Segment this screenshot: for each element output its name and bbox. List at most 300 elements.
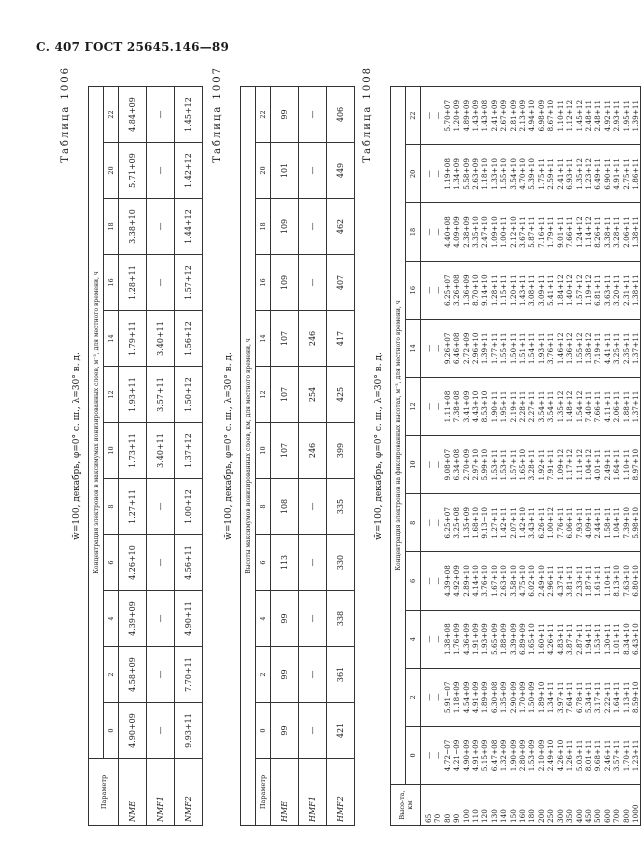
value-cell: 1.89+09: [480, 681, 490, 714]
value-cell: 1.93+09: [480, 623, 490, 655]
value-cell: 1.88+09: [499, 623, 509, 655]
altitude-header: Высо-та, км: [391, 785, 421, 826]
value-cell: 7.16+11: [536, 216, 546, 248]
value-cell: 3.54+10: [508, 158, 518, 190]
value-cell: 3.28+11: [527, 448, 537, 481]
value-cell: 8.97+10: [630, 448, 640, 481]
value-cell: 449: [327, 143, 355, 199]
value-cell: —: [433, 170, 443, 178]
value-cell: 1.65+10: [518, 448, 528, 481]
value-cell: 6.49+11: [593, 158, 603, 190]
hour-header: 4: [104, 591, 119, 647]
table-1006-subcaption: Концентрация электронов в максимумах ионизированных слоев, м⁻³, для местного времени, ч: [89, 87, 104, 759]
value-cell: —: [147, 479, 175, 535]
value-cell: 1.10+11: [555, 99, 565, 132]
value-cell: —: [147, 87, 175, 143]
value-cell: 2.59+11: [546, 158, 556, 190]
value-cell: 2.33+11: [574, 565, 584, 597]
value-cell: 1.48+12: [565, 390, 575, 423]
altitude-value: 80: [442, 813, 452, 823]
value-cell: —: [299, 647, 327, 703]
value-cell: 8.70+10: [471, 274, 481, 306]
value-cell: 1.35+09: [461, 506, 471, 539]
altitude-value: 150: [508, 809, 518, 823]
value-cell: 361: [327, 647, 355, 703]
value-cell: 1.14+12: [583, 216, 593, 248]
value-cell: 2.28+11: [518, 390, 528, 423]
value-cell: 2.49+10: [536, 565, 546, 597]
value-cell: 7.66+11: [593, 390, 603, 423]
value-cell: 1.01+11: [612, 623, 622, 655]
value-cell: 1.42+12: [175, 143, 203, 199]
value-cell: 4.43+10: [471, 390, 481, 423]
value-cell: 1.20+09: [452, 99, 462, 132]
table-1007-section: [212, 66, 360, 826]
value-cell: 1.50+12: [175, 367, 203, 423]
value-cell: 7.66+11: [565, 216, 575, 248]
table-1007-caption: w̄=100, декабрь, φ=0° с. ш., λ=30° в. д.: [224, 352, 234, 540]
value-cell: 1.18+10: [480, 158, 490, 190]
value-cell: 3.28+11: [612, 216, 622, 248]
value-cell: 1.27+11: [489, 506, 499, 539]
value-cell: 4.91+09: [471, 739, 481, 772]
value-cell: 1.34+11: [546, 681, 556, 714]
table-1008-section: [362, 66, 640, 826]
value-cell: 3.09+11: [536, 274, 546, 306]
value-cell: 6.26+11: [536, 506, 546, 539]
value-cell: 1.67+10: [489, 565, 499, 597]
value-cell: 2.63+09: [471, 158, 481, 190]
value-cell: 2.80+09: [518, 739, 528, 772]
hour-header: 4: [406, 610, 421, 668]
value-cell: 3.08+11: [527, 274, 537, 306]
value-cell: —: [433, 461, 443, 469]
value-cell: —: [299, 143, 327, 199]
value-cell: 1.24+12: [574, 216, 584, 248]
value-cell: 2.49+10: [546, 739, 556, 772]
hour-header: 20: [104, 143, 119, 199]
value-cell: 1.89+10: [536, 681, 546, 714]
table-row: [271, 87, 299, 826]
value-cell: 4.01+11: [593, 448, 603, 481]
value-cell: 3.38+10: [119, 199, 147, 255]
value-cell: 4.83+11: [555, 623, 565, 655]
value-cell: 7.70+11: [175, 647, 203, 703]
value-cell: 1.93+11: [536, 332, 546, 365]
value-cell: 1.70+11: [621, 739, 631, 772]
altitude-value: 400: [574, 809, 584, 823]
value-cell: —: [433, 751, 443, 760]
value-cell: —: [424, 693, 433, 701]
hour-column: [421, 494, 641, 552]
value-cell: 3.67+11: [518, 216, 528, 248]
value-cell: —: [433, 112, 443, 120]
altitude-value: 600: [602, 809, 612, 823]
value-cell: 4.26+11: [546, 623, 556, 655]
altitude-value: 180: [527, 809, 537, 823]
value-cell: 1.91+09: [471, 623, 481, 655]
value-cell: 2.67+09: [499, 99, 509, 132]
value-cell: 3.39+09: [508, 623, 518, 655]
table-1006: [88, 86, 203, 826]
value-cell: 1.90+11: [489, 390, 499, 423]
value-cell: 1.38+12: [583, 332, 593, 365]
value-cell: 2.89+10: [461, 565, 471, 597]
hour-header: 10: [406, 436, 421, 494]
hour-column: [421, 203, 641, 261]
hour-column: [421, 668, 641, 726]
value-cell: 1.53+11: [499, 448, 509, 481]
value-cell: 4.54+09: [461, 681, 471, 714]
value-cell: 3.25+11: [612, 332, 622, 365]
hour-header: 8: [104, 479, 119, 535]
value-cell: 1.93+11: [119, 367, 147, 423]
value-cell: 5.58+09: [461, 158, 471, 190]
value-cell: 6.47+08: [489, 739, 499, 772]
value-cell: 2.90+09: [508, 681, 518, 714]
param-name: HMF2: [327, 759, 355, 826]
hour-header: 2: [256, 647, 271, 703]
value-cell: 3.26+08: [452, 274, 462, 306]
value-cell: 5.41+11: [546, 274, 556, 306]
hour-header: 22: [256, 87, 271, 143]
value-cell: 5.98+10: [630, 506, 640, 539]
value-cell: 4.14+10: [471, 565, 481, 597]
hour-header: 20: [256, 143, 271, 199]
altitude-value: 90: [452, 813, 462, 823]
value-cell: 2.12+10: [508, 216, 518, 248]
value-cell: 4.26+10: [119, 535, 147, 591]
value-cell: 335: [327, 479, 355, 535]
value-cell: 1.15+11: [499, 274, 509, 306]
value-cell: —: [299, 591, 327, 647]
value-cell: 8.59+10: [630, 681, 640, 714]
hour-header: 0: [406, 726, 421, 784]
value-cell: 6.80+10: [630, 565, 640, 597]
value-cell: 7.91+11: [546, 448, 556, 481]
value-cell: 9.14+10: [480, 274, 490, 306]
value-cell: 2.93+11: [612, 99, 622, 132]
value-cell: 6.30+08: [489, 681, 499, 714]
hour-header: 14: [256, 311, 271, 367]
value-cell: 1.09+12: [555, 448, 565, 481]
value-cell: 3.57+11: [612, 739, 622, 772]
value-cell: 1.35+09: [499, 681, 509, 714]
value-cell: —: [147, 199, 175, 255]
hour-header: 8: [256, 479, 271, 535]
value-cell: 1.04+12: [583, 448, 593, 481]
value-cell: 1.32+09: [499, 739, 509, 772]
hour-header: 8: [406, 494, 421, 552]
value-cell: 1.35+12: [574, 158, 584, 190]
value-cell: 5.70+07: [442, 99, 452, 132]
value-cell: 2.81+09: [508, 99, 518, 132]
hour-header: 2: [406, 668, 421, 726]
table-1007-body: [271, 87, 355, 826]
value-cell: 1.30+11: [602, 623, 612, 655]
value-cell: —: [147, 535, 175, 591]
table-1008: [390, 86, 641, 826]
value-cell: 417: [327, 311, 355, 367]
hour-header: 4: [256, 591, 271, 647]
value-cell: 3.17+11: [593, 681, 603, 714]
value-cell: —: [424, 286, 433, 294]
value-cell: 1.28+11: [119, 255, 147, 311]
value-cell: 2.41+09: [489, 99, 499, 132]
altitude-column: [421, 785, 641, 826]
value-cell: 9.68+11: [593, 739, 603, 772]
value-cell: 4.91+11: [612, 158, 622, 190]
table-1007: [240, 86, 355, 826]
value-cell: —: [433, 635, 443, 643]
value-cell: 6.93+11: [565, 158, 575, 190]
value-cell: 4.58+09: [119, 647, 147, 703]
value-cell: 462: [327, 199, 355, 255]
value-cell: 7.64+11: [565, 681, 575, 714]
value-cell: 1.19+12: [583, 274, 593, 306]
value-cell: 9.93+11: [175, 703, 203, 759]
value-cell: 99: [271, 647, 299, 703]
altitude-value: 140: [499, 809, 509, 823]
value-cell: 1.57+12: [175, 255, 203, 311]
hour-header: 16: [104, 255, 119, 311]
table-1006-caption: w̄=100, декабрь, φ=0° с. ш., λ=30° в. д.: [72, 352, 82, 540]
value-cell: —: [424, 402, 433, 411]
value-cell: 1.43+08: [480, 99, 490, 132]
value-cell: 8.13+10: [612, 565, 622, 597]
value-cell: 1.84+12: [555, 274, 565, 306]
table-row: [147, 87, 175, 826]
value-cell: —: [424, 577, 433, 585]
value-cell: 3.58+10: [508, 565, 518, 597]
value-cell: 4.39+09: [119, 591, 147, 647]
value-cell: 1.55+10: [499, 158, 509, 190]
value-cell: —: [147, 591, 175, 647]
value-cell: 1.53+09: [527, 739, 537, 772]
value-cell: 1.09+10: [489, 216, 499, 248]
hour-header: 12: [256, 367, 271, 423]
value-cell: 2.13+09: [518, 99, 528, 132]
value-cell: 7.76+11: [555, 506, 565, 539]
hour-header: 12: [104, 367, 119, 423]
page-header: С. 407 ГОСТ 25645.146—89: [36, 40, 230, 54]
value-cell: 2.41+11: [555, 158, 565, 190]
value-cell: 8.53+10: [480, 390, 490, 423]
value-cell: 2.06+11: [621, 216, 631, 248]
hour-header: 10: [256, 423, 271, 479]
hour-column: [421, 552, 641, 610]
value-cell: —: [424, 519, 433, 527]
hour-column: [421, 726, 641, 784]
value-cell: 7.93+11: [574, 506, 584, 539]
value-cell: 1.73+11: [119, 423, 147, 479]
value-cell: 3.40+11: [147, 423, 175, 479]
table-1006-label: Таблица 1006: [60, 66, 71, 163]
hour-header: 6: [406, 552, 421, 610]
value-cell: 2.38+09: [461, 216, 471, 248]
value-cell: 3.57+11: [147, 367, 175, 423]
value-cell: 3.38+11: [602, 216, 612, 248]
value-cell: 1.26+11: [565, 739, 575, 772]
value-cell: —: [299, 255, 327, 311]
value-cell: 101: [271, 143, 299, 199]
param-name: HMF1: [299, 759, 327, 826]
value-cell: 4.09+11: [583, 506, 593, 539]
table-1006-section: [60, 66, 210, 826]
table-1007-label: Таблица 1007: [212, 66, 223, 163]
altitude-value: 110: [471, 809, 481, 823]
value-cell: 1.94+11: [583, 623, 593, 655]
value-cell: 1.43+11: [518, 274, 528, 306]
value-cell: 1.11+12: [574, 448, 584, 481]
value-cell: 254: [299, 367, 327, 423]
value-cell: 6.78+11: [574, 681, 584, 714]
value-cell: —: [433, 693, 443, 701]
value-cell: 1.38+08: [442, 623, 452, 655]
value-cell: 1.57+11: [508, 448, 518, 481]
value-cell: 1.39+11: [480, 332, 490, 365]
value-cell: 1.23+11: [630, 739, 640, 772]
value-cell: 1.46+12: [555, 332, 565, 365]
value-cell: 1.33+10: [489, 158, 499, 190]
value-cell: 1.37+11: [630, 332, 640, 365]
value-cell: —: [424, 751, 433, 760]
value-cell: 1.64+11: [612, 448, 622, 481]
value-cell: —: [299, 535, 327, 591]
value-cell: 7.40+11: [583, 390, 593, 423]
value-cell: 1.42+10: [518, 506, 528, 539]
hour-column: [421, 436, 641, 494]
value-cell: —: [147, 703, 175, 759]
value-cell: 1.11+08: [442, 390, 452, 423]
altitude-value: 300: [555, 809, 565, 823]
value-cell: 1.00+12: [546, 506, 556, 539]
hour-header: 6: [104, 535, 119, 591]
value-cell: 3.76+10: [480, 565, 490, 597]
hour-header: 12: [406, 377, 421, 435]
value-cell: 2.47+10: [480, 216, 490, 248]
value-cell: 9.08+07: [442, 448, 452, 481]
value-cell: 1.88+11: [621, 390, 631, 423]
hour-column: [421, 261, 641, 319]
value-cell: 2.06+11: [612, 390, 622, 423]
value-cell: 2.87+11: [574, 623, 584, 655]
hour-header: 16: [256, 255, 271, 311]
value-cell: 2.48+11: [583, 99, 593, 132]
value-cell: 1.28+11: [489, 274, 499, 306]
value-cell: 1.95+11: [621, 99, 631, 132]
value-cell: —: [433, 286, 443, 294]
value-cell: 4.26+10: [555, 739, 565, 772]
value-cell: 9.26+07: [442, 332, 452, 365]
value-cell: 2.48+11: [593, 99, 603, 132]
value-cell: 1.92+11: [536, 448, 546, 481]
hour-column: [421, 610, 641, 668]
value-cell: 1.90+09: [508, 739, 518, 772]
value-cell: 1.39+11: [630, 99, 640, 132]
hour-header: 14: [104, 311, 119, 367]
hour-header: 10: [104, 423, 119, 479]
value-cell: 2.97+10: [471, 448, 481, 481]
value-cell: 1.37+11: [630, 390, 640, 423]
value-cell: 1.87+11: [583, 565, 593, 597]
value-cell: 7.38+08: [452, 390, 462, 423]
value-cell: 5.91−07: [442, 681, 452, 714]
value-cell: 1.56+12: [175, 311, 203, 367]
value-cell: 2.44+11: [593, 506, 603, 539]
hour-column: [421, 145, 641, 203]
value-cell: 8.34+10: [621, 623, 631, 655]
value-cell: 1.79+11: [546, 216, 556, 248]
value-cell: 3.54+11: [546, 390, 556, 423]
value-cell: 2.46+11: [602, 739, 612, 772]
param-header: Параметр: [89, 759, 119, 826]
altitude-value: 65: [424, 813, 433, 823]
value-cell: 421: [327, 703, 355, 759]
value-cell: 3.63+11: [602, 274, 612, 306]
hour-header: 18: [256, 199, 271, 255]
value-cell: 1.75+11: [536, 158, 546, 190]
table-row: [175, 87, 203, 826]
value-cell: 1.35+12: [555, 390, 565, 423]
value-cell: 4.72−07: [442, 739, 452, 772]
value-cell: 1.65+10: [527, 623, 537, 655]
hour-header: 0: [104, 703, 119, 759]
value-cell: 1.55+12: [574, 332, 584, 365]
value-cell: 6.25+07: [442, 506, 452, 539]
value-cell: 407: [327, 255, 355, 311]
value-cell: 4.89+09: [461, 99, 471, 132]
value-cell: 1.76+09: [452, 623, 462, 655]
table-1008-subcaption: Концентрация электронов на фиксированных высотах, м⁻³, для местного времени, ч: [391, 87, 406, 785]
value-cell: 1.04+11: [612, 506, 622, 539]
value-cell: 1.40+12: [565, 274, 575, 306]
value-cell: 3.81+11: [565, 565, 575, 597]
table-row: [119, 87, 147, 826]
value-cell: —: [424, 112, 433, 120]
value-cell: 4.90+09: [461, 739, 471, 772]
value-cell: 6.25+07: [442, 274, 452, 306]
value-cell: 4.11+11: [602, 390, 612, 423]
param-name: NMF1: [147, 759, 175, 826]
value-cell: 1.77+11: [489, 332, 499, 365]
value-cell: 3.41+09: [461, 390, 471, 423]
value-cell: 1.55+11: [499, 332, 509, 365]
value-cell: 4.84+09: [119, 87, 147, 143]
value-cell: —: [299, 199, 327, 255]
value-cell: 2.96+11: [546, 565, 556, 597]
altitude-value: 700: [612, 809, 622, 823]
value-cell: 99: [271, 87, 299, 143]
value-cell: 6.98+09: [536, 99, 546, 132]
value-cell: —: [424, 461, 433, 469]
value-cell: 2.07+11: [508, 506, 518, 539]
value-cell: —: [299, 87, 327, 143]
value-cell: 4.75+10: [518, 565, 528, 597]
value-cell: 2.72+09: [461, 332, 471, 365]
value-cell: 109: [271, 255, 299, 311]
value-cell: —: [147, 143, 175, 199]
value-cell: 5.87+11: [527, 216, 537, 248]
hour-header: 18: [104, 199, 119, 255]
value-cell: 1.20+11: [508, 274, 518, 306]
value-cell: —: [433, 519, 443, 527]
hour-header: 16: [406, 261, 421, 319]
value-cell: 6.06+11: [565, 506, 575, 539]
value-cell: 1.53+11: [593, 623, 603, 655]
value-cell: 3.97+11: [555, 681, 565, 714]
value-cell: 6.81+11: [593, 274, 603, 306]
